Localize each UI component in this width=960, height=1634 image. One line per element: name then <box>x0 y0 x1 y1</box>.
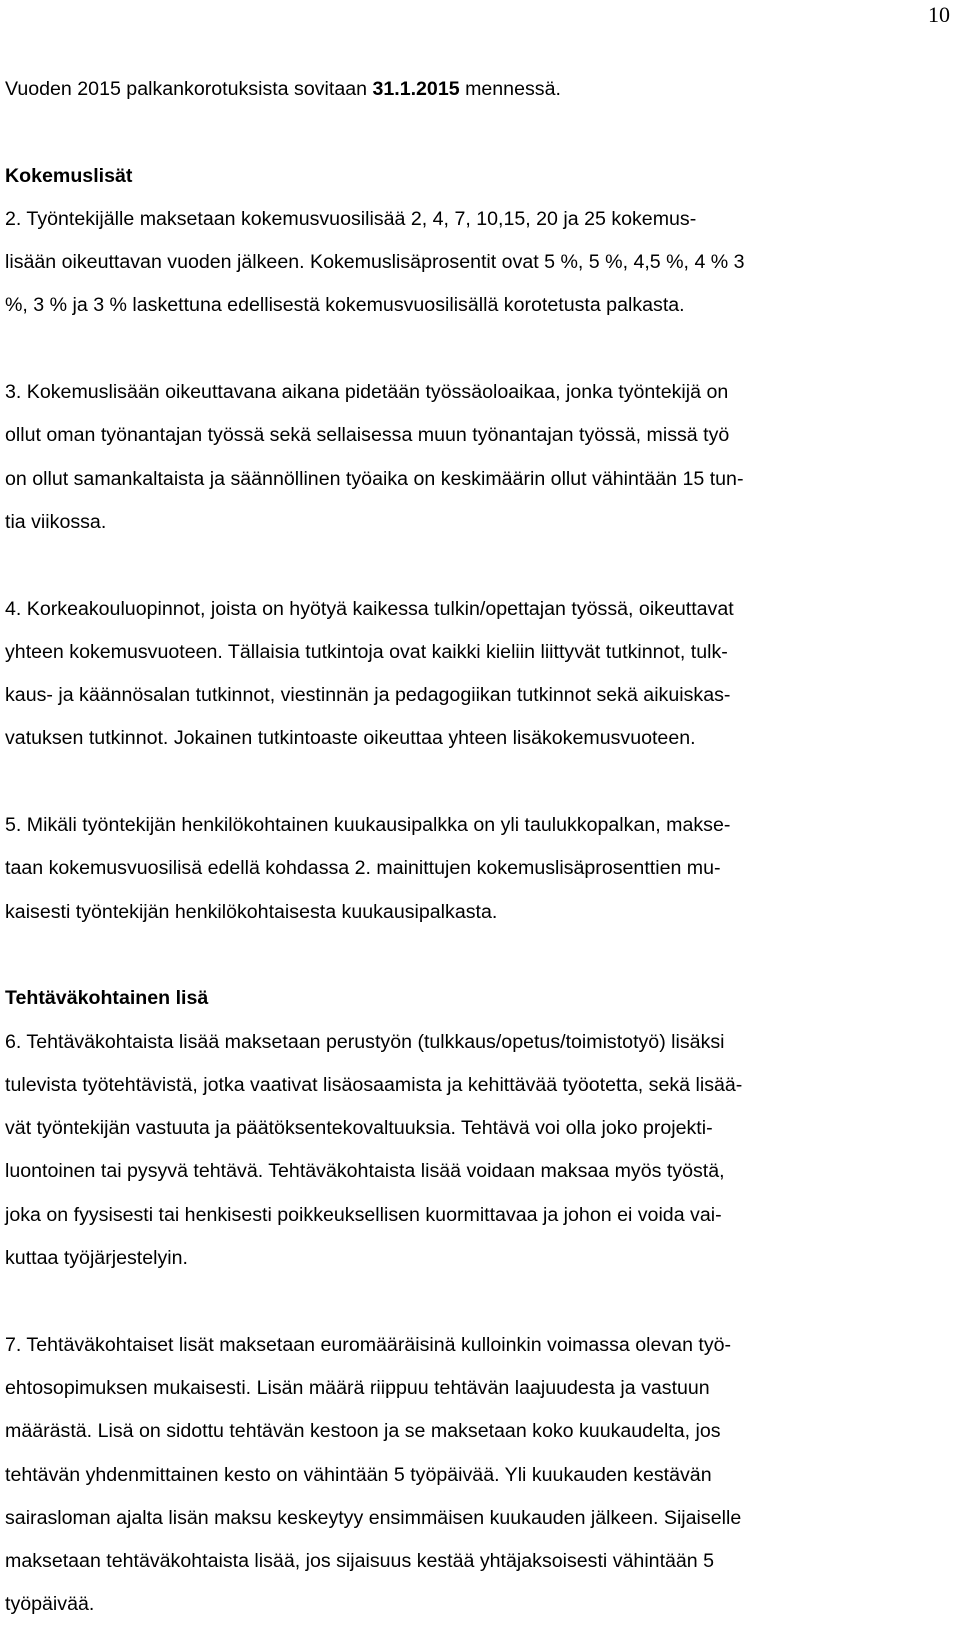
paragraph-4-line: kaus- ja käännösalan tutkinnot, viestinnän ja pedagogiikan tutkinnot sekä aikuiskas- <box>5 684 731 707</box>
paragraph-5 <box>5 804 955 934</box>
paragraph-7-line: työpäivää. <box>5 1593 95 1616</box>
paragraph-5-line: taan kokemusvuosilisä edellä kohdassa 2. mainittujen kokemuslisäprosenttien mu- <box>5 857 721 880</box>
paragraph-3-line: on ollut samankaltaista ja säännöllinen työaika on keskimäärin ollut vähintään 15 tun- <box>5 467 744 490</box>
paragraph-4 <box>5 588 955 761</box>
paragraph-6-line: 6. Tehtäväkohtaista lisää maksetaan perustyön (tulkkaus/opetus/toimistotyö) lisäksi <box>5 1030 725 1053</box>
paragraph-3-line: ollut oman työnantajan työssä sekä sellaisessa muun työnantajan työssä, missä työ <box>5 424 730 447</box>
paragraph-6-line: joka on fyysisesti tai henkisesti poikkeuksellisen kuormittavaa ja johon ei voida vai- <box>5 1203 722 1226</box>
heading-kokemuslisat: Kokemuslisät <box>5 164 133 187</box>
paragraph-6-line: vät työntekijän vastuuta ja päätöksentekovaltuuksia. Tehtävä voi olla joko projekti- <box>5 1117 713 1140</box>
paragraph-6 <box>5 1021 955 1281</box>
paragraph-4-line: vatuksen tutkinnot. Jokainen tutkintoaste oikeuttaa yhteen lisäkokemusvuoteen. <box>5 727 696 750</box>
paragraph-4-line: 4. Korkeakouluopinnot, joista on hyötyä kaikessa tulkin/opettajan työssä, oikeuttavat <box>5 597 734 620</box>
intro-date: 31.1.2015 <box>372 78 460 100</box>
paragraph-2-line: 2. Työntekijälle maksetaan kokemusvuosilisää 2, 4, 7, 10,15, 20 ja 25 kokemus- <box>5 207 697 230</box>
paragraph-7-line: määrästä. Lisä on sidottu tehtävän kestoon ja se maksetaan koko kuukaudelta, jos <box>5 1420 721 1443</box>
paragraph-7-line: maksetaan tehtäväkohtaista lisää, jos sijaisuus kestää yhtäjaksoisesti vähintään 5 <box>5 1550 715 1573</box>
spacer <box>5 761 955 804</box>
heading-tehtavakohtainen-lisa: Tehtäväkohtainen lisä <box>5 987 209 1010</box>
intro-text-after: mennessä. <box>459 78 561 100</box>
paragraph-3-line: tia viikossa. <box>5 510 107 533</box>
spacer <box>5 934 955 977</box>
paragraph-7-line: 7. Tehtäväkohtaiset lisät maksetaan euromääräisinä kulloinkin voimassa olevan työ- <box>5 1333 732 1356</box>
spacer <box>5 111 955 154</box>
paragraph-6-line: tulevista työtehtävistä, jotka vaativat lisäosaamista ja kehittävää työotetta, sekä lisää- <box>5 1073 743 1096</box>
spacer <box>5 544 955 587</box>
paragraph-7-line: tehtävän yhdenmittainen kesto on vähintään 5 työpäivää. Yli kuukauden kestävän <box>5 1463 712 1486</box>
paragraph-2 <box>5 198 955 328</box>
spacer <box>5 1280 955 1323</box>
paragraph-3-line: 3. Kokemuslisään oikeuttavana aikana pidetään työssäoloaikaa, jonka työntekijä on <box>5 381 729 404</box>
paragraph-2-line: %, 3 % ja 3 % laskettuna edellisestä kokemusvuosilisällä korotetusta palkasta. <box>5 294 685 317</box>
document-body <box>5 68 955 1627</box>
intro-text-before: Vuoden 2015 palkankorotuksista sovitaan <box>5 78 373 100</box>
spacer <box>5 328 955 371</box>
paragraph-5-line: 5. Mikäli työntekijän henkilökohtainen kuukausipalkka on yli taulukkopalkan, makse- <box>5 814 731 837</box>
paragraph-7-line: ehtosopimuksen mukaisesti. Lisän määrä riippuu tehtävän laajuudesta ja vastuun <box>5 1376 710 1399</box>
page-number: 10 <box>928 2 950 27</box>
intro-paragraph <box>5 68 955 111</box>
paragraph-3 <box>5 371 955 544</box>
paragraph-2-line: lisään oikeuttavan vuoden jälkeen. Kokemuslisäprosentit ovat 5 %, 5 %, 4,5 %, 4 % 3 <box>5 251 745 274</box>
paragraph-6-line: luontoinen tai pysyvä tehtävä. Tehtäväkohtaista lisää voidaan maksaa myös työstä, <box>5 1160 725 1183</box>
paragraph-4-line: yhteen kokemusvuoteen. Tällaisia tutkintoja ovat kaikki kieliin liittyvät tutkinnot, tulk- <box>5 640 728 663</box>
paragraph-7-line: sairasloman ajalta lisän maksu keskeytyy ensimmäisen kuukauden jälkeen. Sijaiselle <box>5 1506 742 1529</box>
paragraph-7 <box>5 1324 955 1627</box>
paragraph-6-line: kuttaa työjärjestelyin. <box>5 1247 188 1270</box>
paragraph-5-line: kaisesti työntekijän henkilökohtaisesta kuukausipalkasta. <box>5 900 498 923</box>
